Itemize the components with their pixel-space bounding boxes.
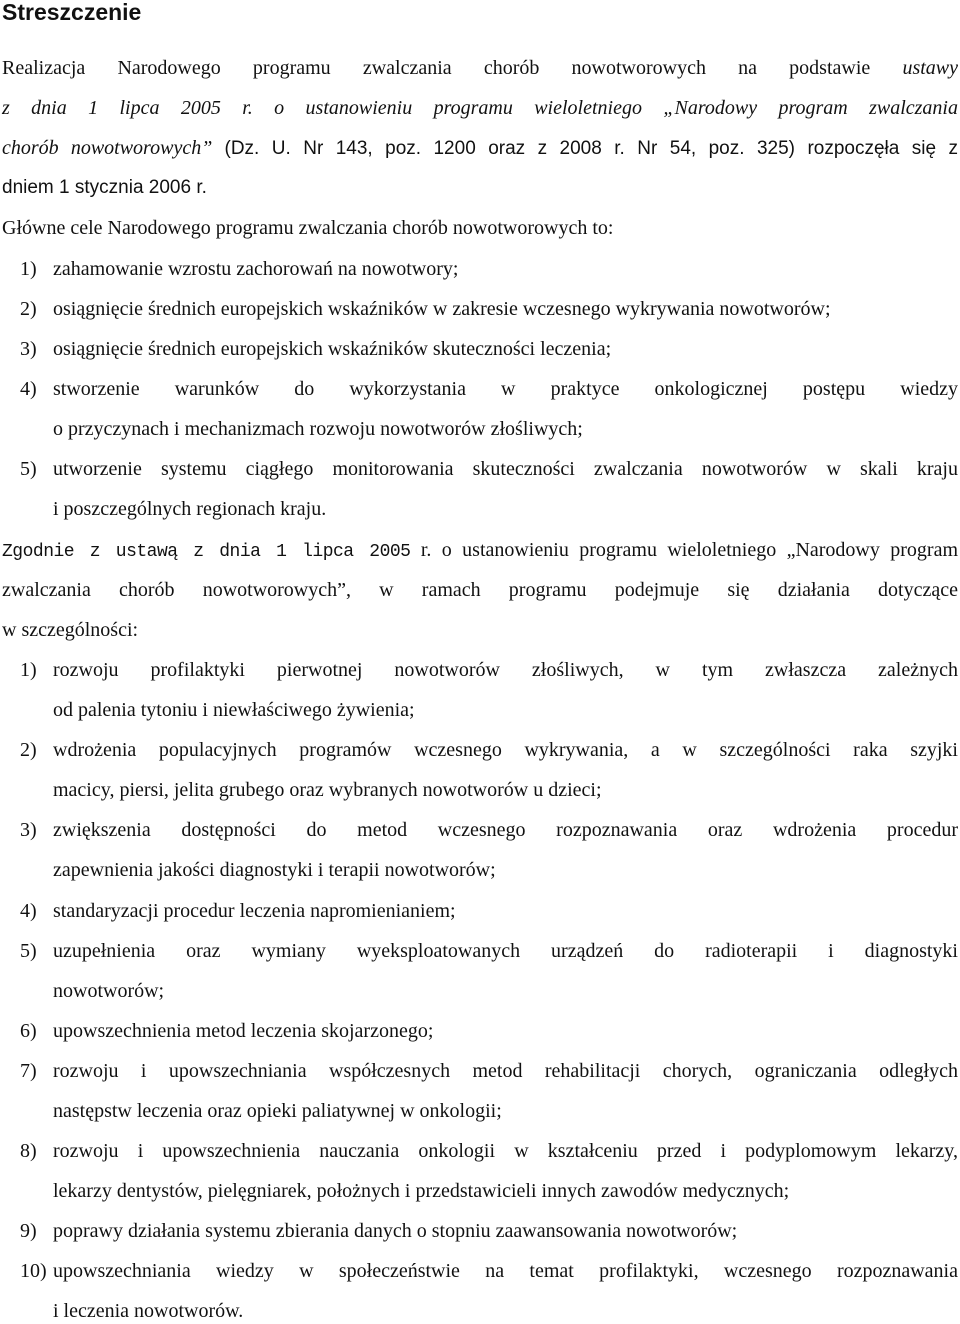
action-text: standaryzacji procedur leczenia napromienianiem;	[53, 900, 456, 922]
page-title: Streszczenie	[2, 0, 142, 25]
action-number: 2)	[20, 739, 37, 761]
action-text: upowszechniania wiedzy w społeczeństwie na temat profilaktyki, wczesnego rozpoznawania	[53, 1260, 958, 1282]
intro-italic-text: chorób nowotworowych”	[2, 137, 213, 159]
goal-number: 1)	[20, 258, 37, 280]
goals-lead: Główne cele Narodowego programu zwalczania chorób nowotworowych to:	[2, 217, 614, 239]
intro-italic-text: z dnia 1 lipca 2005 r. o ustanowieniu programu wieloletniego „Narodowy program zwalczania	[2, 97, 958, 119]
goal-number: 5)	[20, 458, 37, 480]
action-number: 1)	[20, 659, 37, 681]
action-number: 10)	[20, 1260, 47, 1282]
action-text: zapewnienia jakości diagnostyki i terapii nowotworów;	[53, 859, 496, 881]
law-line-1	[2, 537, 958, 565]
action-number: 6)	[20, 1020, 37, 1042]
action-number: 8)	[20, 1140, 37, 1162]
action-text: poprawy działania systemu zbierania danych o stopniu zaawansowania nowotworów;	[53, 1220, 738, 1242]
goal-text: osiągnięcie średnich europejskich wskaźników w zakresie wczesnego wykrywania nowotworów;	[53, 298, 831, 320]
goal-text: zahamowanie wzrostu zachorowań na nowotwory;	[53, 258, 459, 280]
intro-line-1	[2, 55, 958, 81]
intro-italic-text: ustawy	[902, 57, 958, 79]
goal-text: stworzenie warunków do wykorzystania w praktyce onkologicznej postępu wiedzy	[53, 378, 958, 400]
action-number: 3)	[20, 819, 37, 841]
goal-text: utworzenie systemu ciągłego monitorowania skuteczności zwalczania nowotworów w skali kraju	[53, 458, 958, 480]
action-text: macicy, piersi, jelita grubego oraz wybranych nowotworów u dzieci;	[53, 779, 602, 801]
action-number: 5)	[20, 940, 37, 962]
law-text: Zgodnie z ustawą z dnia 1 lipca 2005	[2, 542, 411, 562]
law-text: r. o ustanowieniu programu wieloletniego „Narodowy program	[420, 539, 958, 561]
action-number: 9)	[20, 1220, 37, 1242]
goal-number: 2)	[20, 298, 37, 320]
action-text: i leczenia nowotworów.	[53, 1300, 244, 1322]
intro-text: (Dz. U. Nr 143, poz. 1200 oraz z 2008 r. Nr 54, poz. 325) rozpoczęła się z	[224, 138, 959, 159]
action-text: upowszechnienia metod leczenia skojarzonego;	[53, 1020, 434, 1042]
action-text: lekarzy dentystów, pielęgniarek, położnych i przedstawicieli innych zawodów medycznych;	[53, 1180, 790, 1202]
goal-text: o przyczynach i mechanizmach rozwoju nowotworów złośliwych;	[53, 418, 583, 440]
law-line-2: zwalczania chorób nowotworowych”, w ramach programu podejmuje się działania dotyczące	[2, 579, 958, 601]
intro-line-3	[2, 135, 958, 162]
intro-line-4	[2, 175, 958, 201]
action-text: zwiększenia dostępności do metod wczesnego rozpoznawania oraz wdrożenia procedur	[53, 819, 958, 841]
action-number: 4)	[20, 900, 37, 922]
goal-number: 4)	[20, 378, 37, 400]
action-text: rozwoju i upowszechniania współczesnych metod rehabilitacji chorych, ograniczania odległych	[53, 1060, 958, 1082]
action-text: następstw leczenia oraz opieki paliatywnej w onkologii;	[53, 1100, 502, 1122]
action-number: 7)	[20, 1060, 37, 1082]
action-text: wdrożenia populacyjnych programów wczesnego wykrywania, a w szczególności raka szyjki	[53, 739, 958, 761]
goal-text: osiągnięcie średnich europejskich wskaźników skuteczności leczenia;	[53, 338, 612, 360]
intro-line-2	[2, 95, 958, 121]
goal-text: i poszczególnych regionach kraju.	[53, 498, 327, 520]
action-text: nowotworów;	[53, 980, 165, 1002]
intro-text: dniem 1 stycznia 2006 r.	[2, 177, 207, 198]
intro-text: Realizacja Narodowego programu zwalczania chorób nowotworowych na podstawie	[2, 57, 871, 79]
action-text: rozwoju i upowszechnienia nauczania onkologii w kształceniu przed i podyplomowym lekarzy,	[53, 1140, 958, 1162]
action-text: od palenia tytoniu i niewłaściwego żywienia;	[53, 699, 415, 721]
goal-number: 3)	[20, 338, 37, 360]
law-line-3: w szczególności:	[2, 619, 139, 641]
action-text: rozwoju profilaktyki pierwotnej nowotworów złośliwych, w tym zwłaszcza zależnych	[53, 659, 958, 681]
action-text: uzupełnienia oraz wymiany wyeksploatowanych urządzeń do radioterapii i diagnostyki	[53, 940, 958, 962]
